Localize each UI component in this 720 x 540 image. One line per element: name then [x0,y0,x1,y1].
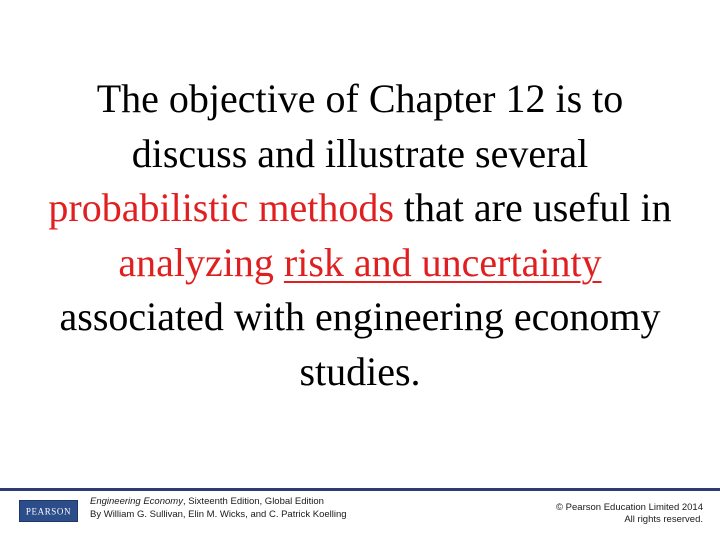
footer-authors: By William G. Sullivan, Elin M. Wicks, and C. Patrick Koelling [90,509,347,520]
footer-book-line [90,495,347,508]
text-segment-space [274,240,284,285]
footer-citation [90,495,347,521]
footer-edition: , Sixteenth Edition, Global Edition [182,496,324,507]
pearson-logo [19,500,78,522]
text-segment-probabilistic-methods: probabilistic methods [48,185,394,230]
footer-copyright [556,502,703,526]
pearson-logo-text: PEARSON [25,506,72,517]
slide-body-text [40,72,680,399]
footer-book-title: Engineering Economy [90,496,183,507]
footer-divider [0,488,720,491]
text-segment-risk-and-uncertainty: risk and uncertainty [283,239,602,285]
text-segment-intro: The objective of Chapter 12 is to discuss and illustrate several [96,76,624,176]
footer-rights-line: All rights reserved. [624,514,703,525]
pearson-logo-wordmark [21,504,76,518]
text-segment-analyzing: analyzing [118,239,274,285]
text-segment-closing: associated with engineering economy studies. [59,294,661,394]
footer-copyright-line: © Pearson Education Limited 2014 [556,502,703,513]
text-segment-useful-in: that are useful in [393,185,672,230]
